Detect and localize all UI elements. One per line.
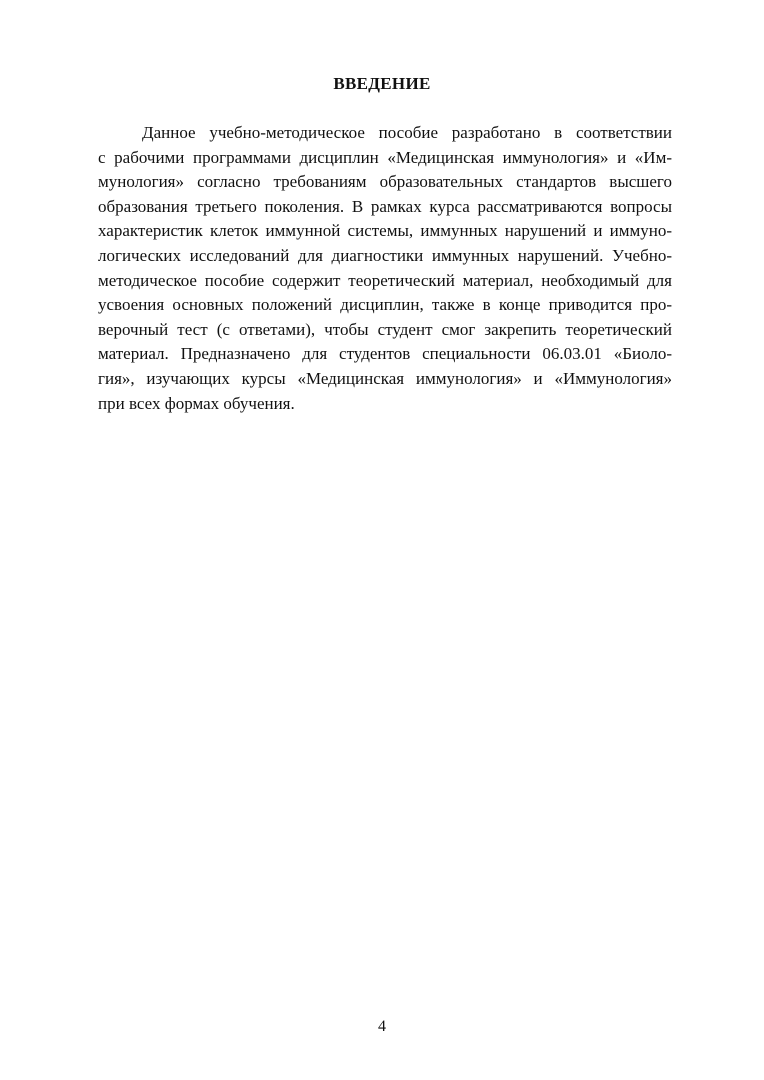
paragraph-line: материал. Предназначено для студентов специальности 06.03.01 «Биоло- xyxy=(98,344,672,364)
paragraph-line: образования третьего поколения. В рамках курса рассматриваются вопросы xyxy=(98,196,672,216)
paragraph-line: с рабочими программами дисциплин «Медицинская иммунология» и «Им- xyxy=(98,147,672,167)
paragraph-line: верочный тест (с ответами), чтобы студент смог закрепить теоретический xyxy=(98,319,672,339)
page-number: 4 xyxy=(378,1018,386,1035)
paragraph-line: Данное учебно-методическое пособие разработано в соответствии xyxy=(142,123,672,142)
body-paragraph xyxy=(98,121,672,416)
paragraph-line: характеристик клеток иммунной системы, иммунных нарушений и иммуно- xyxy=(98,221,672,241)
paragraph-line: мунология» согласно требованиям образовательных стандартов высшего xyxy=(98,172,672,192)
paragraph-line: методическое пособие содержит теоретический материал, необходимый для xyxy=(98,270,672,290)
page-title: ВВЕДЕНИЕ xyxy=(333,74,431,93)
paragraph-line: гия», изучающих курсы «Медицинская иммунология» и «Иммунология» xyxy=(98,368,672,388)
paragraph-line: усвоения основных положений дисциплин, также в конце приводится про- xyxy=(98,295,672,315)
paragraph-line: логических исследований для диагностики иммунных нарушений. Учебно- xyxy=(98,245,672,265)
paragraph-line: при всех формах обучения. xyxy=(98,393,295,413)
